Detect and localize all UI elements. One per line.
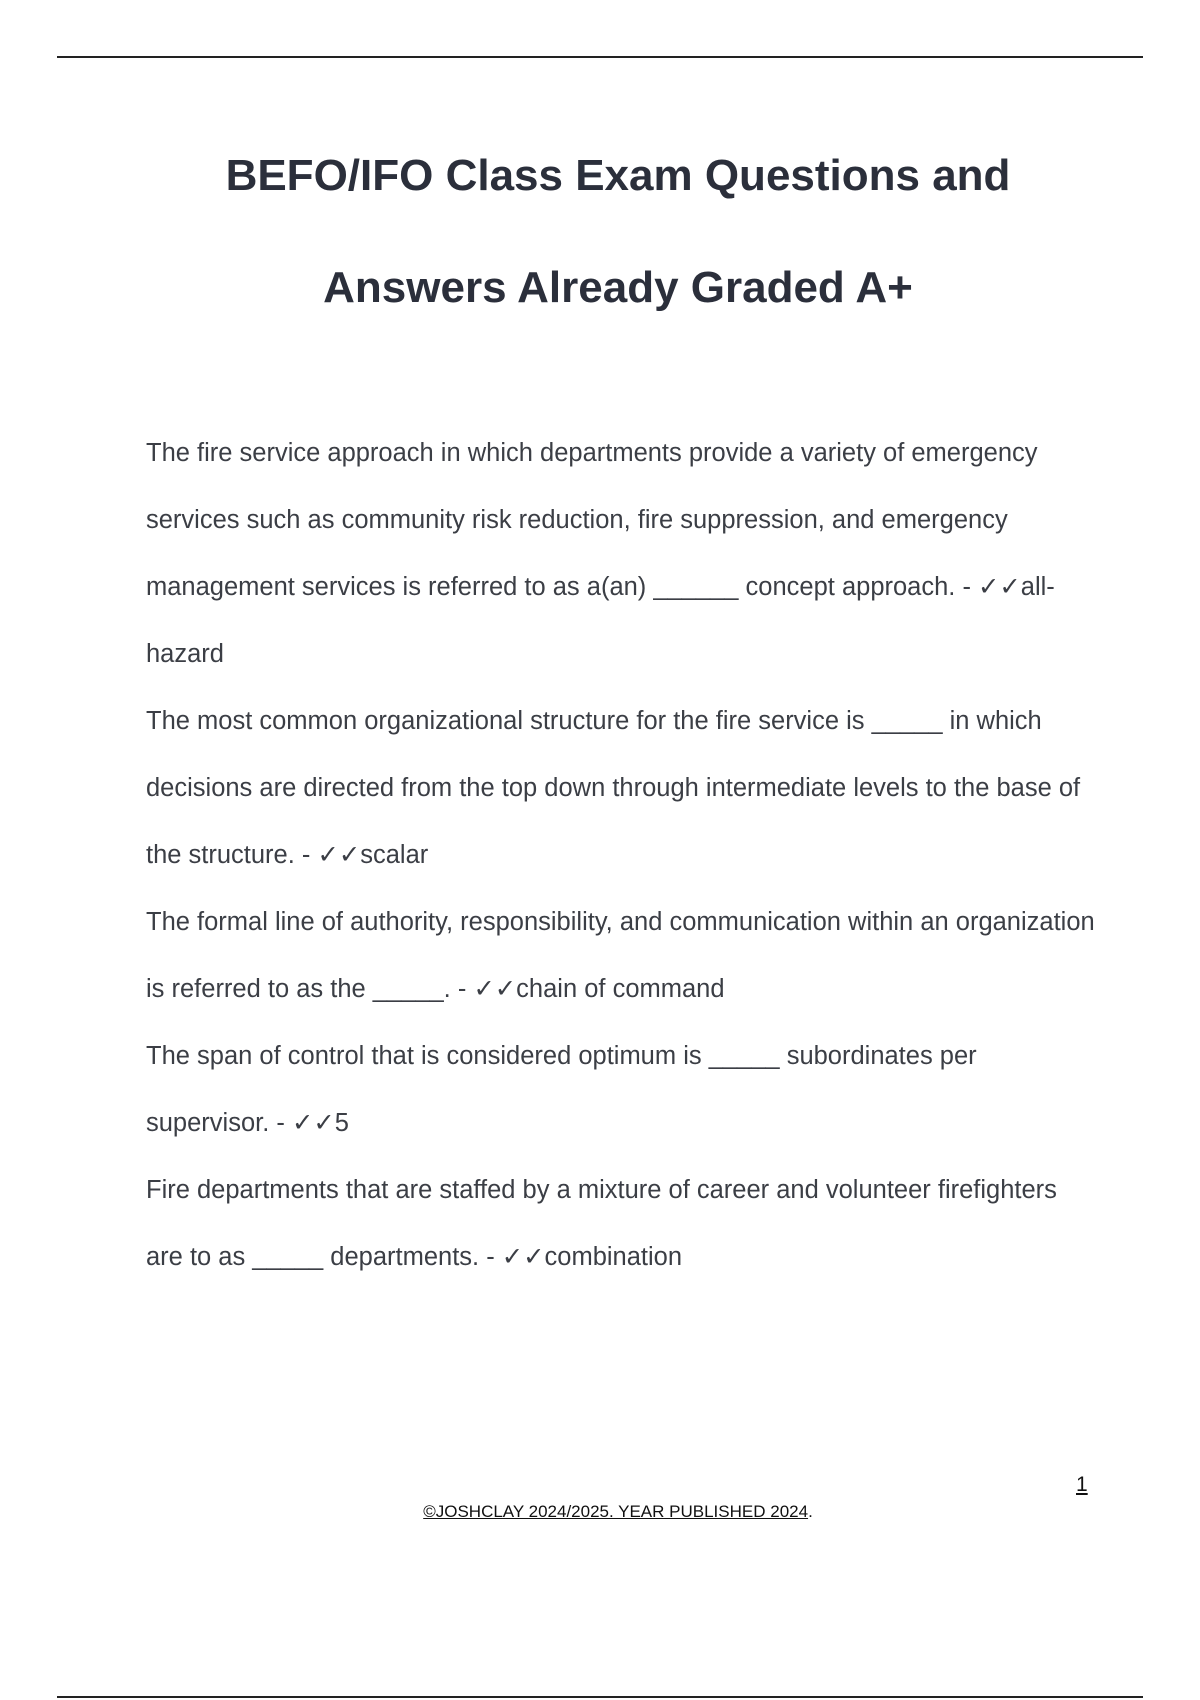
answer-text: 5	[334, 1109, 349, 1137]
question-text: The fire service approach in which departments provide a variety of emergency services such as community risk reduction, fire suppression, and emergency management services is referred to as a(an) ______ concept approach. -	[146, 439, 1038, 601]
document-title	[100, 120, 1136, 344]
check-icon: ✓✓	[317, 841, 361, 869]
check-icon: ✓✓	[501, 1243, 545, 1271]
check-icon: ✓✓	[291, 1109, 335, 1137]
answer-text: chain of command	[516, 975, 725, 1003]
page-number: 1	[1076, 1473, 1088, 1496]
bottom-rule	[57, 1696, 1143, 1698]
answer-text: all-hazard	[146, 573, 1055, 668]
question-text: The most common organizational structure for the fire service is _____ in which decisions are directed from the top down through intermediate levels to the base of the structure. -	[146, 707, 1081, 869]
check-icon: ✓✓	[473, 975, 517, 1003]
question-text: Fire departments that are staffed by a mixture of career and volunteer firefighters are to as _____ departments. -	[146, 1176, 1057, 1271]
question-item	[146, 1157, 1096, 1291]
answer-text: combination	[544, 1243, 683, 1271]
question-item	[146, 688, 1096, 889]
question-item	[146, 889, 1096, 1023]
question-item	[146, 420, 1096, 688]
footer-copyright: ©JOSHCLAY 2024/2025. YEAR PUBLISHED 2024	[423, 1502, 809, 1521]
title-line-2: Answers Already Graded A+	[323, 263, 913, 312]
title-line-1: BEFO/IFO Class Exam Questions and	[225, 151, 1011, 200]
check-icon: ✓✓	[978, 573, 1021, 601]
question-list	[146, 420, 1096, 1291]
footer	[0, 1502, 1200, 1522]
question-text: The formal line of authority, responsibility, and communication within an organization is referred to as the _____. -	[146, 908, 1095, 1003]
question-item	[146, 1023, 1096, 1157]
footer-suffix: .	[808, 1502, 813, 1521]
top-rule	[57, 56, 1143, 58]
question-text: The span of control that is considered optimum is _____ subordinates per supervisor. -	[146, 1042, 977, 1137]
answer-text: scalar	[360, 841, 429, 869]
